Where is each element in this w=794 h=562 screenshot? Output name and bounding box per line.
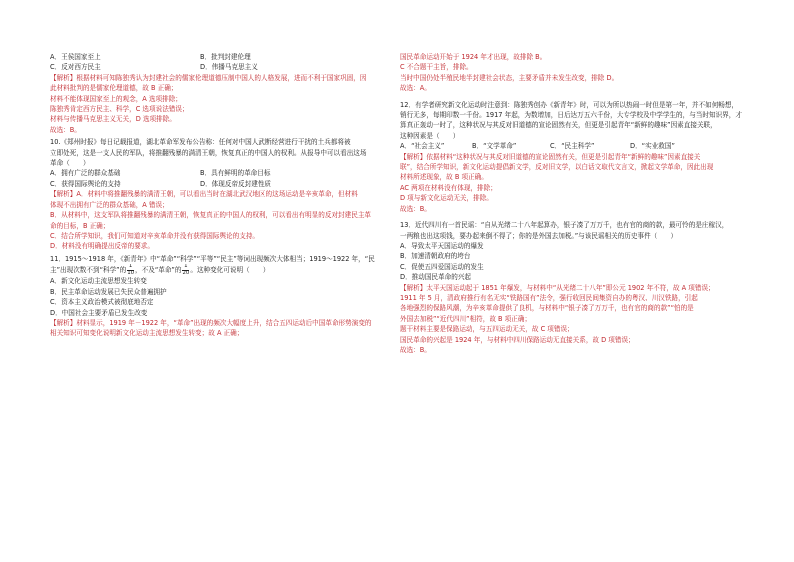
analysis-line: 1911 年 5 月，清政府推行有名无实“铁路国有”法令，强行收回民间集资自办的粤汉、川汉铁路，引起 (400, 293, 698, 302)
q13-analysis (400, 283, 756, 356)
analysis-line: 材料所述现象，故 B 项正确。 (400, 173, 488, 182)
q9-option-a: A．王侯国家至上 (50, 53, 101, 61)
q12-option-d: D．“实业救国” (630, 142, 675, 151)
left-column (50, 52, 400, 339)
stem-line: 13．近代四川有一首民谣：“自从光绪二十八年起算办，银子凑了万万千，也有官的商的款，最可怜的是庄稼汉， (400, 221, 729, 230)
q11-option-a: A．新文化运动主流思想发生转变 (50, 277, 147, 286)
analysis-line: 故选：B。 (400, 204, 431, 213)
stem-line: 这种因素是（ ） (400, 131, 460, 140)
q13-option-a: A．导致太平天国运动的爆发 (400, 241, 484, 250)
stem-line: 12．有学者研究新文化运动时注意到：陈独秀创办《新青年》时，可以为所以热闹一时但是第一年，并不如何畅想， (400, 100, 739, 109)
analysis-line: 题干材料主要是保路运动，与五四运动无关，故 C 项错误； (400, 325, 574, 334)
analysis-line: 陈独秀肯定西方民主、科学，C 选项说法错误； (50, 105, 189, 114)
analysis-line: 当时中国仍处半殖民地半封建社会状态，主要矛盾并未发生改变，排除 D。 (400, 73, 619, 82)
analysis-line: 故选：A。 (400, 84, 431, 93)
fraction-one-twentieth (182, 264, 189, 276)
q9-option-d: D．伟播马克思主义 (200, 63, 258, 72)
q12-stem (400, 100, 756, 142)
fraction-numerator: 1 (128, 264, 133, 270)
analysis-line: 【解析】A．材料中将推翻残暴的满清王朝，可以看出当时在湖北武汉地区的这场运动是辛亥革命，但材料 (50, 190, 358, 199)
fraction-numerator: 1 (184, 264, 188, 270)
q11-stem (50, 254, 400, 277)
stem-line: 立即处死，这是一支人民的军队，将推翻残暴的满清王朝，恢复真正的中国人的权利。从报导中可以看出这场 (50, 148, 367, 157)
q10-options-row2 (50, 179, 400, 189)
analysis-line: C．结合所学知识，我们可知道对辛亥革命并没有获得国际舆论的支持。 (50, 231, 260, 240)
q11-option-b: B．民主革命运动发展已失民众普遍拥护 (50, 287, 167, 296)
q13-options (400, 241, 756, 283)
analysis-line: AC 两项在材料没有体现，排除； (400, 183, 497, 192)
q12-options (400, 141, 756, 151)
analysis-line: 故选：B。 (50, 125, 81, 134)
analysis-line: 命的目标，B 正确； (50, 221, 110, 230)
q12-option-a: A．“社会主义” (400, 142, 445, 151)
analysis-line: 相关知识可知变化说明新文化运动主流思想发生转变；故 A 正确； (50, 329, 244, 338)
q11-option-c: C．资本主义政治模式被彻底地否定 (50, 298, 154, 307)
fraction-denominator: 10 (127, 269, 135, 276)
analysis-line: 此材料批判的是儒家伦理道德，故 B 正确； (50, 84, 178, 93)
analysis-line: 故选：B。 (400, 345, 431, 354)
q13-option-d: D．推动国民革命的兴起 (400, 273, 472, 282)
stem-line: 一两粮也出这项钱，要办起来倒不得了；你的是外国去加税。”与该民谣相关的历史事件（ ） (400, 231, 678, 240)
analysis-line: 【解析】太平天国运动起于 1851 年爆发，与材料中“从光绪二十八年”即公元 1902 年不符，故 A 项错误； (400, 283, 715, 292)
stem-line: 11．1915～1918 年，《新青年》中“革命”“科学”“平等”“民主”等词出现频次大体相当；1919～1922 年，“民 (50, 254, 375, 263)
analysis-line: 国民革命运动开始于 1924 年才出现，故排除 B。 (400, 53, 547, 61)
stem-line: 算真正轰动一时了，这种状况与其反对旧道德的宣论固然有关，但更是引起青年“新鲜的趣味”因素直接关联， (400, 121, 717, 130)
q9-option-b: B．批判封建伦理 (200, 53, 251, 61)
analysis-line: D．材料没有明确提出反帝的要求。 (50, 242, 154, 251)
stem-line-with-fractions (50, 264, 400, 276)
fraction-one-tenth (127, 264, 134, 276)
q10-option-d: D．体现反帝反封建性质 (200, 179, 272, 188)
analysis-line: D 项与新文化运动无关，排除。 (400, 194, 493, 203)
q11-analysis-continued (400, 52, 756, 94)
analysis-line: 【解析】依据材料“这种状况与其反对旧道德的宣论固然有关，但更是引起青年“新鲜的趣味”因素直接关 (400, 152, 701, 161)
stem-text: 主”出现次数不到“科学”的 (50, 266, 127, 275)
q10-analysis (50, 189, 400, 251)
q9-option-c: C．反对西方民主 (50, 63, 101, 72)
analysis-line: 各地强烈的保路风潮，为辛亥革命提供了良机，与材料中“银子凑了万万千，也有官的商的款”“怕的是 (400, 304, 694, 313)
stem-line: 销行无多，每期印数一千份。1917 年起，为数增加，日后达万五六千份，大专学校及中学学生的，与当时知识界，才 (400, 111, 742, 120)
q13-option-b: B．加速清朝政府的垮台 (400, 252, 471, 261)
q10-stem (50, 137, 400, 168)
stem-text: 。这种变化可说明（ ） (190, 266, 270, 275)
q9-analysis (50, 73, 400, 135)
q10-option-a: A．拥有广泛的群众基础 (50, 169, 121, 178)
q12-option-b: B．“文学革命” (472, 142, 517, 151)
q10-options-row1 (50, 168, 400, 178)
stem-text: ，不及“革命”的 (135, 266, 182, 275)
analysis-line: C 不合题干主旨，排除。 (400, 63, 473, 72)
q11-option-d: D．中国社会主要矛盾已发生改变 (50, 308, 148, 317)
analysis-line: B．从材料中，这支军队将推翻残暴的满清王朝，恢复真正的中国人的权利，可以看出有明显的反对封建民主革 (50, 211, 372, 220)
q9-options-row1 (50, 52, 400, 62)
analysis-line: 体现不出拥有广泛的群众基础，A 错误； (50, 200, 169, 209)
analysis-line: 外国去加税”“近代四川”相符，故 B 项正确； (400, 314, 532, 323)
q10-option-b: B．具有鲜明的革命目标 (200, 169, 271, 178)
analysis-line: 【解析】材料显示，1919 年－1922 年，“革命”出现的频次大幅度上升，结合五四运动后中国革命形势演变的 (50, 318, 372, 327)
analysis-line: 材料不能体现国家至上的观念，A 选项排除； (50, 94, 182, 103)
q11-analysis (50, 318, 400, 339)
right-column (400, 52, 756, 355)
q12-option-c: C．“民主科学” (550, 142, 595, 151)
q13-stem (400, 220, 756, 241)
analysis-line: 【解析】根据材料可知陈独秀认为封建社会的儒家伦理道德压制中国人的人格发展，进而不利于国家巩固，因 (50, 73, 367, 82)
stem-line: 革命（ ） (50, 159, 90, 168)
q9-options-row2 (50, 62, 400, 72)
analysis-line: 联”，结合所学知识，新文化运动提倡新文学，反对旧文学，以白话文取代文言文，掀起文学革命，因此出现 (400, 163, 714, 172)
analysis-line: 材料与传播马克思主义无关，D 选项排除。 (50, 115, 176, 124)
stem-line: 10.《郑州时报》每日记载报道，湖北革命军发布公告称：任何对中国人武断经营进行干扰的土兵都将被 (50, 138, 351, 147)
q12-analysis (400, 152, 756, 214)
fraction-denominator: 20 (182, 269, 190, 276)
analysis-line: 国民革命的兴起是 1924 年，与材料中四川保路运动无直接关系，故 D 项错误； (400, 335, 635, 344)
q11-options (50, 276, 400, 318)
q13-option-c: C．促使五四爱国运动的发生 (400, 262, 484, 271)
q10-option-c: C．获得国际舆论的支持 (50, 179, 121, 188)
